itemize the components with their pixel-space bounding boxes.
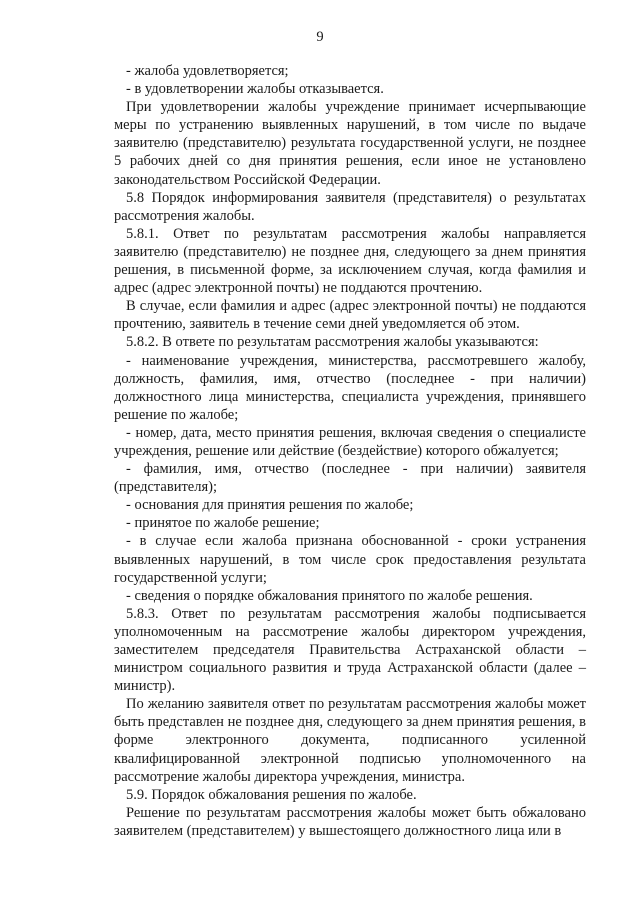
paragraph-electronic-answer: По желанию заявителя ответ по результатам рассмотрения жалобы может быть представлен не позднее дня, следующего за днем принятия решения, в форме электронного документа, подписанного усиленной квалифицированной электронной подписью уполномоченного на рассмотрение жалобы директора учреждения, министра. [114, 696, 586, 785]
list-item-institution-name: - наименование учреждения, министерства, рассмотревшего жалобу, должность, фамилия, имя, отчество (последнее - при наличии) должностного лица министерства, специалиста учреждения, принявшего решение по жалобе; [114, 352, 586, 423]
document-body [114, 62, 586, 840]
page-number: 9 [316, 29, 324, 45]
list-item-appeal-procedure: - сведения о порядке обжалования принятого по жалобе решения. [126, 587, 533, 604]
list-item-complaint-satisfied: - жалоба удовлетворяется; [126, 63, 289, 79]
list-item-decision-number: - номер, дата, место принятия решения, включая сведения о специалисте учреждения, решение или действие (бездействие) которого обжалуется; [114, 424, 586, 459]
paragraph-5-8-3: 5.8.3. Ответ по результатам рассмотрения жалобы подписывается уполномоченным на рассмотрение жалобы директором учреждения, заместителем председателя Правительства Астраханской области – министром социального развития и труда Астраханской области (далее – министр). [114, 605, 586, 695]
paragraph-appeal: Решение по результатам рассмотрения жалобы может быть обжаловано заявителем (представителем) у вышестоящего должностного лица или в [114, 804, 586, 839]
paragraph-5-8-1: 5.8.1. Ответ по результатам рассмотрения жалобы направляется заявителю (представителю) не позднее дня, следующего за днем принятия решения, в письменной форме, за исключением случая, когда фамилия и адрес (адрес электронной почты) не поддаются прочтению. [114, 225, 586, 297]
paragraph-5-8-2: 5.8.2. В ответе по результатам рассмотрения жалобы указываются: [126, 334, 539, 351]
list-item-complaint-rejected: - в удовлетворении жалобы отказывается. [126, 81, 384, 98]
list-item-correction-terms: - в случае если жалоба признана обоснованной - сроки устранения выявленных нарушений, в том числе срок предоставления результата государственной услуги; [114, 533, 586, 586]
list-item-applicant-name: - фамилия, имя, отчество (последнее - при наличии) заявителя (представителя); [114, 461, 586, 496]
section-heading-5-8: 5.8 Порядок информирования заявителя (представителя) о результатах рассмотрения жалобы. [114, 189, 586, 224]
section-heading-5-9: 5.9. Порядок обжалования решения по жалобе. [126, 786, 417, 803]
list-item-decision-made: - принятое по жалобе решение; [126, 515, 320, 532]
paragraph-satisfaction-measures: При удовлетворении жалобы учреждение принимает исчерпывающие меры по устранению выявленных нарушений, в том числе по выдаче заявителю (представителю) результата государственной услуги, не позднее 5 рабочих дней со дня принятия решения, если иное не установлено законодательством Российской Федерации. [114, 99, 586, 188]
paragraph-unreadable-address: В случае, если фамилия и адрес (адрес электронной почты) не поддаются прочтению, заявитель в течение семи дней уведомляется об этом. [114, 298, 586, 333]
list-item-decision-grounds: - основания для принятия решения по жалобе; [126, 497, 414, 514]
